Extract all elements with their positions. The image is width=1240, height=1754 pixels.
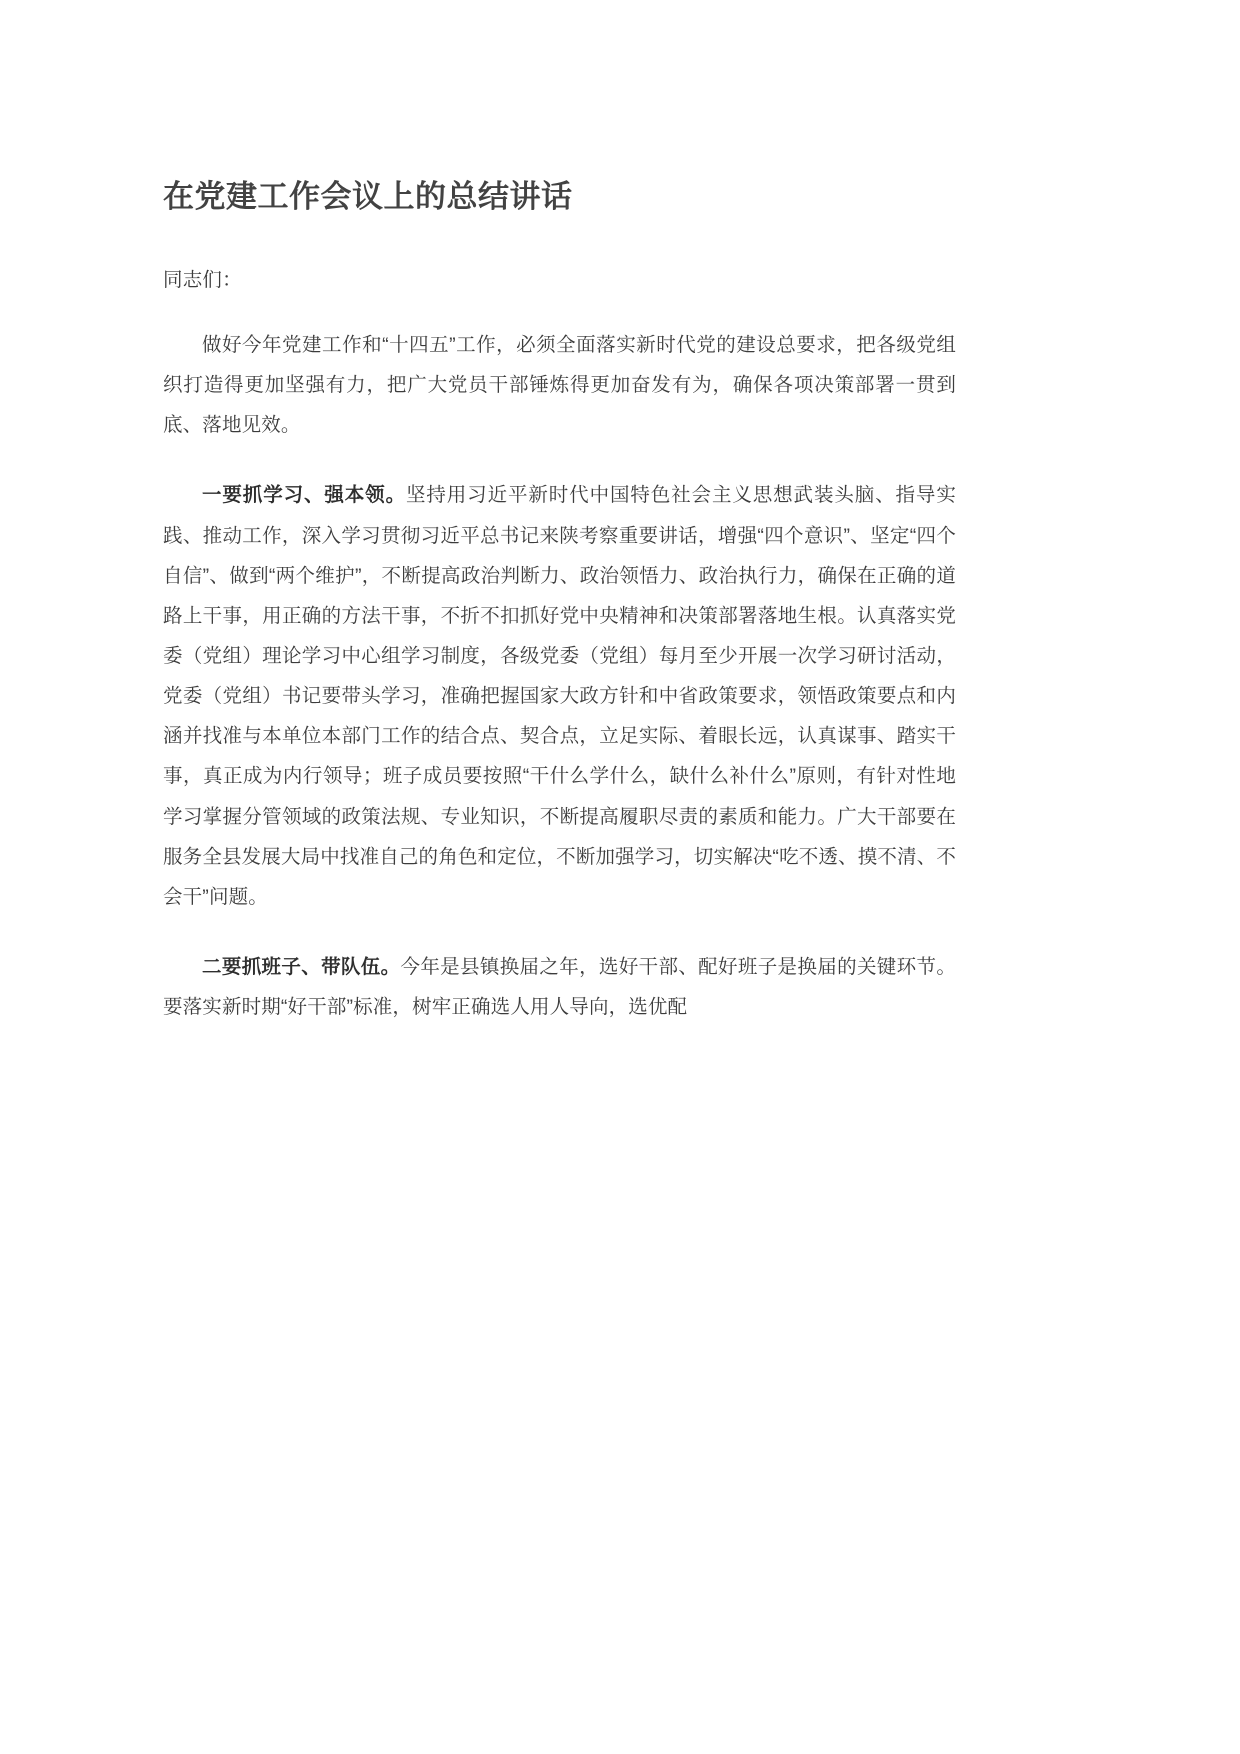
paragraph-point-two [163,947,956,1027]
paragraph-body: 坚持用习近平新时代中国特色社会主义思想武装头脑、指导实践、推动工作，深入学习贯彻习近平总书记来陕考察重要讲话，增强“四个意识”、坚定“四个自信”、做到“两个维护”，不断提高政治判断力、政治领悟力、政治执行力，确保在正确的道路上干事，用正确的方法干事，不折不扣抓好党中央精神和决策部署落地生根。认真落实党委（党组）理论学习中心组学习制度，各级党委（党组）每月至少开展一次学习研讨活动，党委（党组）书记要带头学习，准确把握国家大政方针和中省政策要求，领悟政策要点和内涵并找准与本单位本部门工作的结合点、契合点，立足实际、着眼长远，认真谋事、踏实干事，真正成为内行领导；班子成员要按照“干什么学什么，缺什么补什么”原则，有针对性地学习掌握分管领域的政策法规、专业知识，不断提高履职尽责的素质和能力。广大干部要在服务全县发展大局中找准自己的角色和定位，不断加强学习，切实解决“吃不透、摸不清、不会干”问题。 [163,484,956,908]
salutation: 同志们： [163,268,242,291]
paragraph-lead: 一要抓学习、强本领。 [202,484,406,507]
paragraph-body: 做好今年党建工作和“十四五”工作，必须全面落实新时代党的建设总要求，把各级党组织打造得更加坚强有力，把广大党员干部锤炼得更加奋发有为，确保各项决策部署一贯到底、落地见效。 [163,333,956,437]
paragraph-point-one [163,475,956,917]
page-title: 在党建工作会议上的总结讲话 [163,179,573,214]
paragraph-lead: 二要抓班子、带队伍。 [202,956,401,979]
paragraph-intro [163,325,956,445]
paragraph-body: 今年是县镇换届之年，选好干部、配好班子是换届的关键环节。要落实新时期“好干部”标准，树牢正确选人用人导向，选优配 [163,956,956,1019]
